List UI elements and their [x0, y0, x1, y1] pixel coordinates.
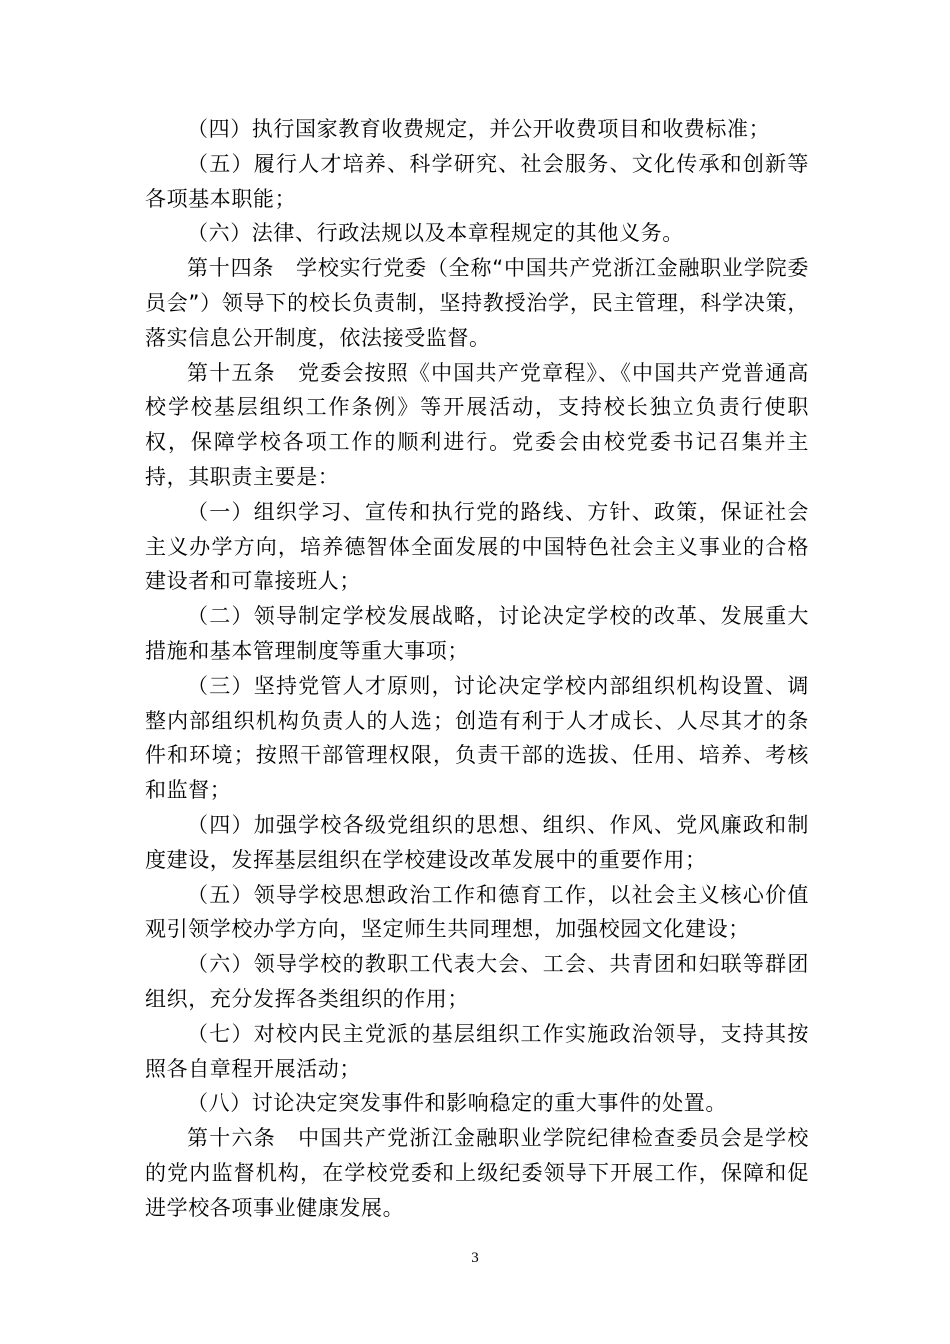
paragraph-item-6: （六）法律、行政法规以及本章程规定的其他义务。 — [187, 221, 684, 246]
paragraph-item-5: （五）履行人才培养、科学研究、社会服务、文化传承和创新等各项基本职能； — [145, 151, 809, 211]
article-16: 第十六条 中国共产党浙江金融职业学院纪律检查委员会是学校的党内监督机构，在学校党委和上级纪委领导下开展工作，保障和促进学校各项事业健康发展。 — [145, 1126, 809, 1220]
duty-item-6: （六）领导学校的教职工代表大会、工会、共青团和妇联等群团组织，充分发挥各类组织的作用； — [145, 952, 809, 1011]
duty-item-7: （七）对校内民主党派的基层组织工作实施政治领导，支持其按照各自章程开展活动； — [145, 1021, 809, 1081]
duty-item-1: （一）组织学习、宣传和执行党的路线、方针、政策，保证社会主义办学方向，培养德智体全面发展的中国特色社会主义事业的合格建设者和可靠接班人； — [145, 499, 809, 594]
paragraph-item-4: （四）执行国家教育收费规定，并公开收费项目和收费标准； — [187, 117, 771, 141]
duty-item-3: （三）坚持党管人才原则，讨论决定学校内部组织机构设置、调整内部组织机构负责人的人选；创造有利于人才成长、人尽其才的条件和环境；按照干部管理权限，负责干部的选拔、任用、培养、考核和监督； — [145, 673, 809, 803]
document-body — [145, 112, 809, 1226]
page-number: 3 — [471, 1250, 479, 1266]
duty-item-5: （五）领导学校思想政治工作和德育工作，以社会主义核心价值观引领学校办学方向，坚定师生共同理想，加强校园文化建设； — [145, 882, 809, 942]
article-14: 第十四条 学校实行党委（全称“中国共产党浙江金融职业学院委员会”）领导下的校长负责制，坚持教授治学，民主管理，科学决策，落实信息公开制度，依法接受监督。 — [145, 256, 809, 350]
duty-item-2: （二）领导制定学校发展战略，讨论决定学校的改革、发展重大措施和基本管理制度等重大事项； — [145, 604, 809, 663]
duty-item-8: （八）讨论决定突发事件和影响稳定的重大事件的处置。 — [187, 1091, 727, 1116]
article-15: 第十五条 党委会按照《中国共产党章程》、《中国共产党普通高校学校基层组织工作条例》等开展活动，支持校长独立负责行使职权，保障学校各项工作的顺利进行。党委会由校党委书记召集并主持，其职责主要是： — [145, 360, 809, 489]
duty-item-4: （四）加强学校各级党组织的思想、组织、作风、党风廉政和制度建设，发挥基层组织在学校建设改革发展中的重要作用； — [145, 812, 809, 872]
